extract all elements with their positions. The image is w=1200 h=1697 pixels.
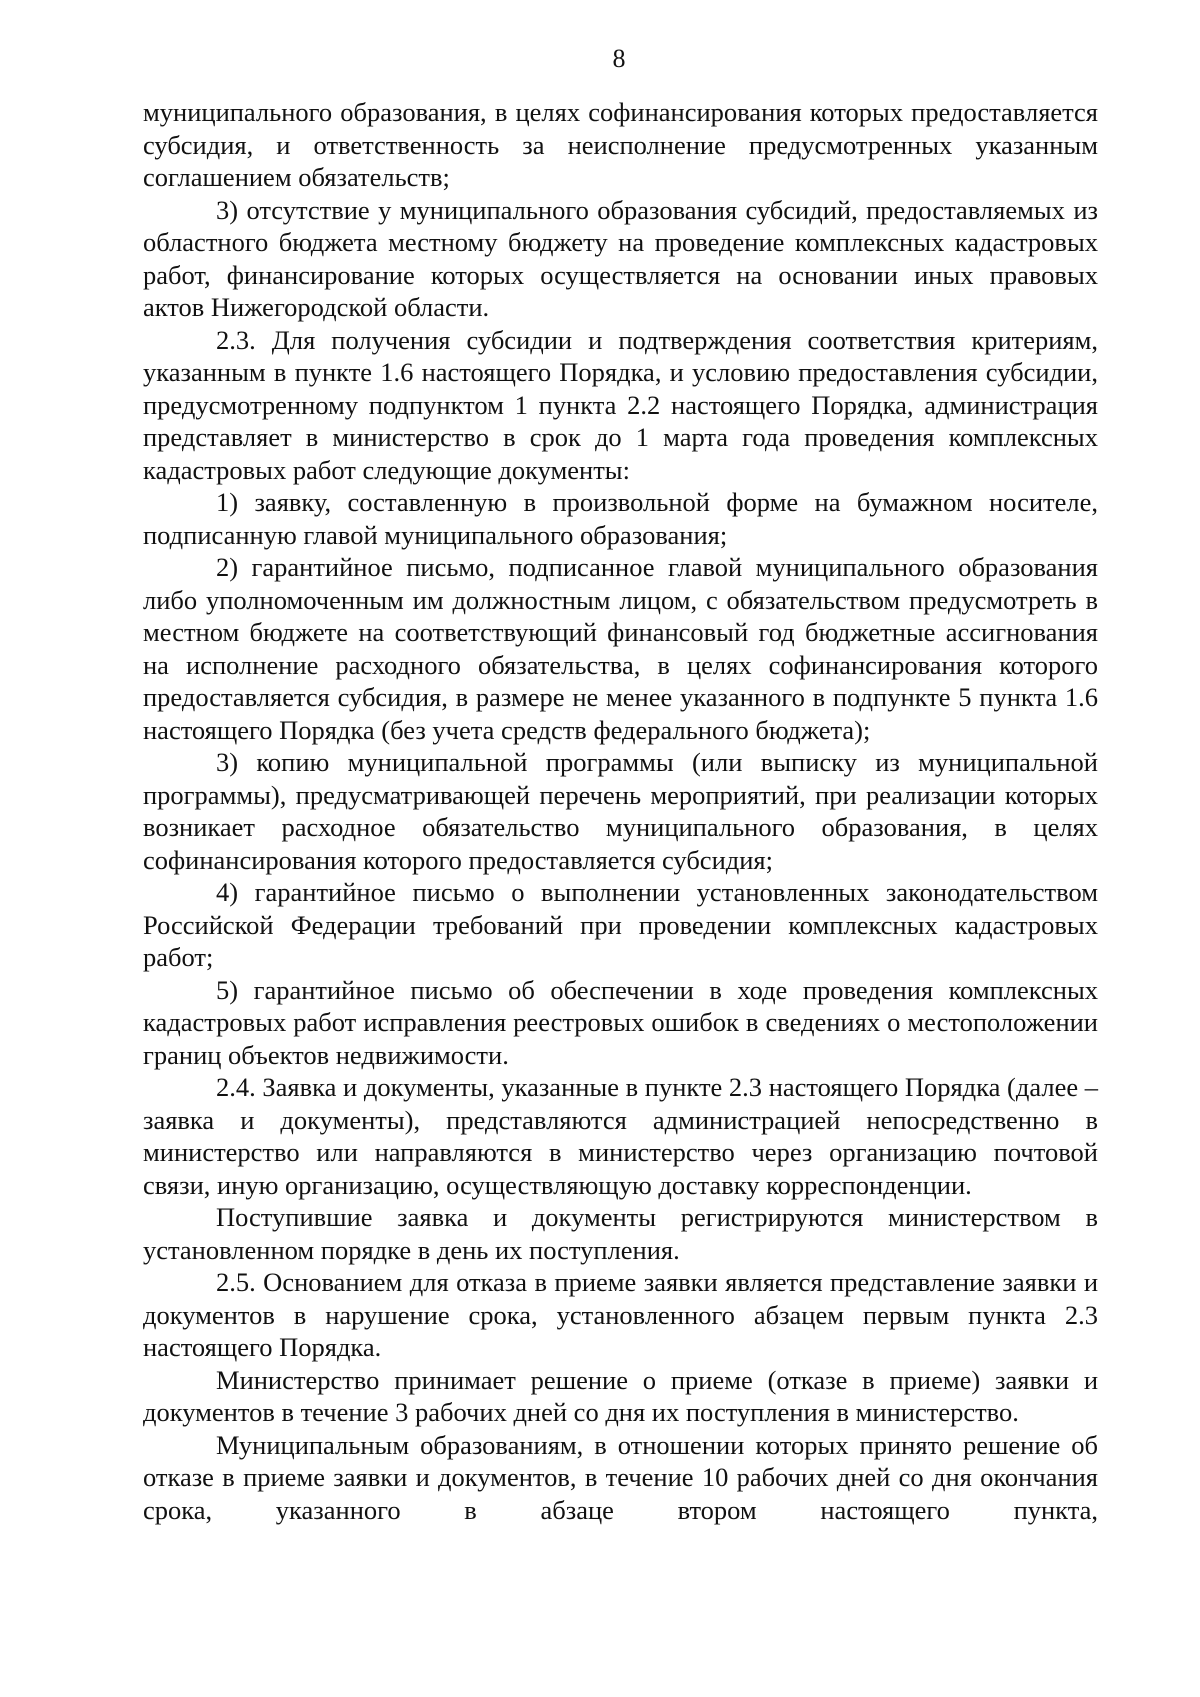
paragraph-2-5: 2.5. Основанием для отказа в приеме заявки является представление заявки и документов в нарушение срока, установленного абзацем первым пункта 2.3 настоящего Порядка. [143,1267,1098,1362]
paragraph-refusal-continued: Муниципальным образованиям, в отношении которых принято решение об отказе в приеме заявки и документов, в течение 10 рабочих дней со дня окончания срока, указанного в абзаце втором настоящего пункта, [143,1429,1098,1525]
paragraph-2-3: 2.3. Для получения субсидии и подтверждения соответствия критериям, указанным в пункте 1.6 настоящего Порядка, и условию предоставления субсидии, предусмотренному подпунктом 1 пункта 2.2 настоящего Порядка, администрация представляет в министерство в срок до 1 марта года проведения комплексных кадастровых работ следующие документы: [143,324,1098,485]
paragraph-doc-item-4: 4) гарантийное письмо о выполнении установленных законодательством Российской Федерации требований при проведении комплексных кадастровых работ; [143,877,1098,972]
paragraph-doc-item-2: 2) гарантийное письмо, подписанное главой муниципального образования либо уполномоченным им должностным лицом, с обязательством предусмотреть в местном бюджете на соответствующий финансовый год бюджетные ассигнования на исполнение расходного обязательства, в целях софинансирования которого предоставляется субсидия, в размере не менее указанного в подпункте 5 пункта 1.6 настоящего Порядка (без учета средств федерального бюджета); [143,552,1098,745]
paragraph-doc-item-1: 1) заявку, составленную в произвольной форме на бумажном носителе, подписанную главой муниципального образования; [143,487,1098,550]
paragraph-2-4: 2.4. Заявка и документы, указанные в пункте 2.3 настоящего Порядка (далее – заявка и документы), представляются администрацией непосредственно в министерство или направляются в министерство через организацию почтовой связи, иную организацию, осуществляющую доставку корреспонденции. [143,1072,1098,1200]
paragraph-doc-item-3: 3) копию муниципальной программы (или выписку из муниципальной программы), предусматривающей перечень мероприятий, при реализации которых возникает расходное обязательство муниципального образования, в целях софинансирования которого предоставляется субсидия; [143,747,1098,875]
paragraph-doc-item-5: 5) гарантийное письмо об обеспечении в ходе проведения комплексных кадастровых работ исправления реестровых ошибок в сведениях о местоположении границ объектов недвижимости. [143,974,1098,1070]
paragraph-decision: Министерство принимает решение о приеме (отказе в приеме) заявки и документов в течение 3 рабочих дней со дня их поступления в министерство. [143,1364,1098,1427]
page-number: 8 [612,44,626,73]
paragraph-item-3-no-subsidies: 3) отсутствие у муниципального образования субсидий, предоставляемых из областного бюджета местному бюджету на проведение комплексных кадастровых работ, финансирование которых осуществляется на основании иных правовых актов Нижегородской области. [143,194,1098,322]
paragraph-continuation: муниципального образования, в целях софинансирования которых предоставляется субсидия, и ответственность за неисполнение предусмотренных указанным соглашением обязательств; [143,97,1098,192]
paragraph-registration: Поступившие заявка и документы регистрируются министерством в установленном порядке в день их поступления. [143,1202,1098,1265]
document-body [143,96,1098,1526]
